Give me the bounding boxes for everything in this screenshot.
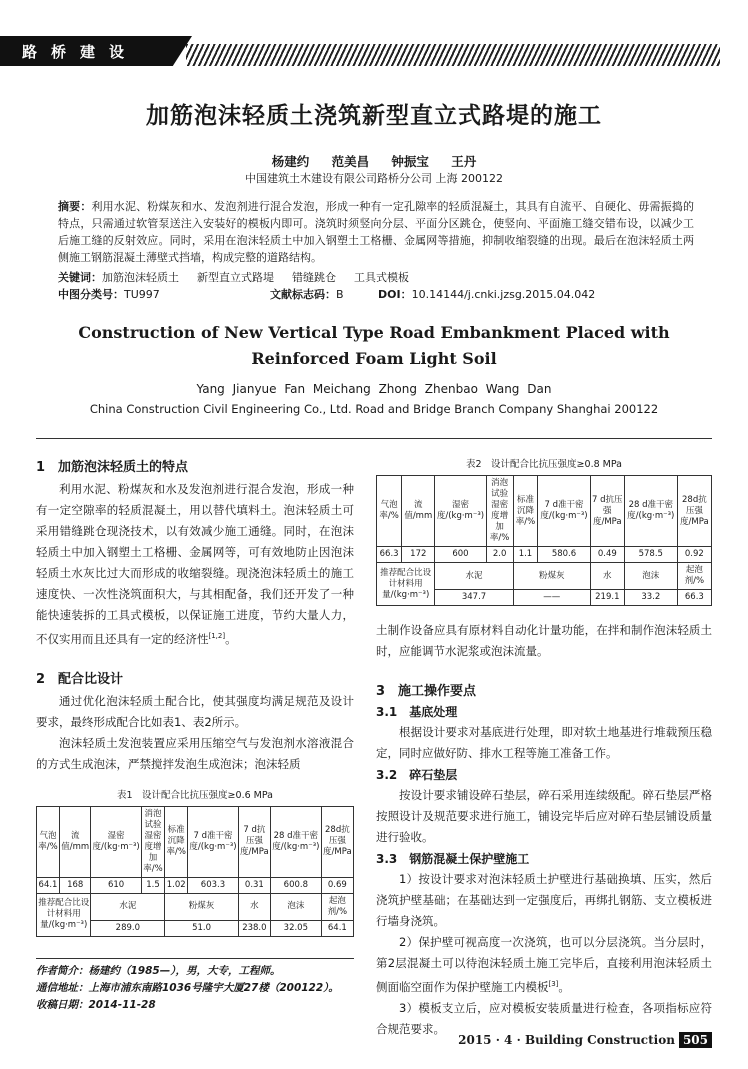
table-header-cell: 标准沉降率/%	[165, 806, 188, 877]
table-cell: 238.0	[238, 920, 270, 936]
subsection-3-3-item-3: 3）模板支立后，应对模板安装质量进行检查，各项指标应符合规范要求。	[376, 1000, 712, 1036]
table-cell: 0.31	[238, 877, 270, 893]
table-header-cell: 流值/mm	[60, 806, 91, 877]
keywords-label: 关键词：	[58, 271, 102, 284]
table-cell: 168	[60, 877, 91, 893]
section-2-text-1: 通过优化泡沫轻质土配合比，使其强度均满足规范及设计要求，最终形成配合比如表1、表2所示。	[36, 693, 354, 729]
section-3-heading: 3 施工操作要点	[376, 684, 477, 699]
table-row	[37, 877, 354, 893]
clc-label: 中图分类号：	[58, 288, 124, 301]
table-header-cell: 7 d准干密度/(kg·m⁻³)	[538, 476, 591, 547]
table-cell: 600	[435, 547, 486, 563]
table-header-row	[377, 476, 712, 547]
divider	[36, 438, 712, 439]
abstract-label: 摘要：	[58, 200, 92, 213]
table-header-cell: 泡沫	[624, 563, 677, 590]
table-cell: 1.1	[513, 547, 538, 563]
english-title	[0, 320, 748, 372]
footnote-value: 上海市浦东南路1036号隆宇大厦27楼（200122）。	[88, 982, 339, 994]
page-number: 505	[679, 1032, 712, 1048]
table-header-cell: 消泡试验湿密度增加率/%	[141, 806, 164, 877]
table-header-cell: 起泡剂/%	[677, 563, 711, 590]
authors: 杨建约 范美昌 钟振宝 王丹	[271, 154, 477, 169]
footnote-label: 收稿日期：	[36, 999, 89, 1011]
subsection-3-1-text: 根据设计要求对基底进行处理，即对软土地基进行堆载预压稳定，同时应做好防、排水工程等施工准备工作。	[376, 725, 712, 760]
table-recommend-header-row	[377, 563, 712, 590]
affiliation: 中国建筑土木建设有限公司路桥分公司 上海 200122	[245, 172, 503, 185]
english-affiliation: China Construction Civil Engineering Co., Ltd. Road and Bridge Branch Company Shanghai 200122	[89, 402, 659, 416]
doc-label: 文献标志码：	[270, 288, 336, 301]
subsection-3-2-text: 按设计要求铺设碎石垫层，碎石采用连续级配。碎石垫层严格按照设计及规范要求进行施工，铺设完毕后应对碎石垫层铺设质量进行验收。	[376, 788, 712, 844]
table-header-row	[37, 806, 354, 877]
section-label: 路桥建设	[22, 43, 139, 61]
citation: [1,2]	[208, 632, 226, 640]
table-cell: 580.6	[538, 547, 591, 563]
footnote	[36, 963, 366, 1014]
table-cell: 1.02	[165, 877, 188, 893]
journal-issue: 2015 · 4 · Building Construction	[458, 1033, 675, 1047]
table-header-cell: 标准沉降率/%	[513, 476, 538, 547]
table-cell: 32.05	[270, 920, 321, 936]
keyword: 错缝跳仓	[292, 271, 336, 284]
table-cell: 66.3	[377, 547, 402, 563]
table-header-cell: 粉煤灰	[165, 893, 239, 920]
keyword: 新型直立式路堤	[197, 271, 274, 284]
table-cell: 0.92	[677, 547, 711, 563]
doc-value: B	[336, 288, 344, 301]
table-header-cell: 气泡率/%	[377, 476, 402, 547]
left-column	[36, 456, 354, 937]
table-2	[376, 475, 712, 606]
table-header-cell: 起泡剂/%	[321, 893, 353, 920]
table-1	[36, 806, 354, 937]
paragraph: 利用水泥、粉煤灰和水及发泡剂进行混合发泡，形成一种有一定空隙率的轻质混凝土，用以替代填料土。泡沫轻质土可采用错缝跳仓现浇技术，以有效减少施工通缝。同时，在泡沫轻质土中加入钢塑土工格栅、金属网等，可有效地防止因泡沫轻质土水灰比过大而形成的收缩裂缝。现浇泡沫轻质土的施工速度快、一次性浇筑面积大，与其相配备，我们还开发了一种能快速装拆的工具式模板，以保证施工进度，节约大量人力，不仅实用而且还具有一定的经济性	[36, 482, 354, 646]
table-recommend-header-row	[37, 893, 354, 920]
table-header-cell: 消泡试验湿密度增加率/%	[486, 476, 513, 547]
footnote-value: 2014-11-28	[88, 999, 156, 1011]
abstract-text: 利用水泥、粉煤灰和水、发泡剂进行混合发泡，形成一种有一定孔隙率的轻质混凝土，其具有自流平、自硬化、毋需振捣的特点，只需通过软管泵送注入安装好的模板内即可。浇筑时须竖向分层、平面分区跳仓，使竖向、平面施工缝交错布设，以减少工后施工缝的反射效应。同时，采用在泡沫轻质土中加入钢塑土工格栅、金属网等措施，抑制收缩裂缝的出现。最后在泡沫轻质土两侧施工钢筋混凝土薄壁式挡墙，构成完整的道路结构。	[58, 200, 694, 264]
table-recommend-label: 推荐配合比设计材料用量/(kg·m⁻³)	[377, 563, 435, 606]
english-authors: Yang Jianyue Fan Meichang Zhong Zhenbao Wang Dan	[196, 382, 552, 396]
doi-value: 10.14144/j.cnki.jzsg.2015.04.042	[411, 288, 596, 301]
abstract	[58, 198, 694, 266]
table-cell: ——	[513, 590, 590, 606]
table-cell: 610	[91, 877, 141, 893]
table-cell: 0.69	[321, 877, 353, 893]
english-title-line: Construction of New Vertical Type Road Embankment Placed with	[78, 323, 670, 342]
keyword: 工具式模板	[354, 271, 409, 284]
table-cell: 2.0	[486, 547, 513, 563]
table-header-cell: 泡沫	[270, 893, 321, 920]
table-cell: 172	[402, 547, 435, 563]
table-header-cell: 湿密度/(kg·m⁻³)	[91, 806, 141, 877]
footnote-value: 杨建约（1985—），男，大专，工程师。	[88, 965, 281, 977]
table-cell: 0.49	[590, 547, 624, 563]
table-cell: 1.5	[141, 877, 164, 893]
table-header-cell: 7 d准干密度/(kg·m⁻³)	[188, 806, 239, 877]
table-header-cell: 7 d抗压强度/MPa	[590, 476, 624, 547]
table-header-cell: 28d抗压强度/MPa	[321, 806, 353, 877]
subsection-3-1-heading: 3.1 基底处理	[376, 705, 458, 719]
table-header-cell: 28 d准干密度/(kg·m⁻³)	[270, 806, 321, 877]
header-hatch-decoration	[186, 44, 720, 66]
table-cell: 347.7	[435, 590, 513, 606]
table-cell: 219.1	[590, 590, 624, 606]
footnote-address	[36, 980, 366, 997]
section-2-text-2: 泡沫轻质土发泡装置应采用压缩空气与发泡剂水溶液混合的方式生成泡沫，严禁搅拌发泡生成泡沫；泡沫轻质	[36, 735, 354, 771]
table-header-cell: 28 d准干密度/(kg·m⁻³)	[624, 476, 677, 547]
clc-value: TU997	[124, 288, 160, 301]
table-cell: 64.1	[37, 877, 60, 893]
footnote-label: 作者简介：	[36, 965, 89, 977]
page-footer	[458, 1032, 712, 1048]
table-header-cell: 流值/mm	[402, 476, 435, 547]
subsection-3-2-heading: 3.2 碎石垫层	[376, 768, 458, 782]
table-cell: 51.0	[165, 920, 239, 936]
doi-label: DOI：	[378, 288, 412, 301]
table-header-cell: 水	[590, 563, 624, 590]
section-1-text	[36, 479, 354, 650]
right-column	[376, 456, 712, 1040]
table-1-caption: 表1 设计配合比抗压强度≥0.6 MPa	[117, 789, 273, 801]
subsection-3-3-item-1: 1）按设计要求对泡沫轻质土护壁进行基础换填、压实，然后浇筑护壁基础；在基础达到一定强度后，再绑扎钢筋、支立模板进行墙身浇筑。	[376, 872, 712, 928]
footnote-date	[36, 997, 366, 1014]
section-2-continuation: 土制作设备应具有原材料自动化计量功能，在拌和制作泡沫轻质土时，应能调节水泥浆或泡沫流量。	[376, 623, 712, 658]
subsection-3-3-item-2	[376, 932, 712, 998]
paragraph: 2）保护壁可视高度一次浇筑，也可以分层浇筑。当分层时，第2层混凝土可以待泡沫轻质土施工完毕后，直接利用泡沫轻质土侧面临空面作为保护壁施工内模板	[376, 935, 712, 994]
table-cell: 603.3	[188, 877, 239, 893]
section-header	[0, 36, 748, 66]
table-header-cell: 水泥	[91, 893, 165, 920]
classification-line	[58, 286, 694, 302]
article-title: 加筋泡沫轻质土浇筑新型直立式路堤的施工	[146, 102, 602, 129]
keyword: 加筋泡沫轻质土	[102, 271, 179, 284]
citation: [3]	[548, 980, 559, 988]
table-cell: 289.0	[91, 920, 165, 936]
table-cell: 600.8	[270, 877, 321, 893]
table-header-cell: 气泡率/%	[37, 806, 60, 877]
footnote-author	[36, 963, 366, 980]
section-1-heading: 1 加筋泡沫轻质土的特点	[36, 460, 189, 475]
table-recommend-label: 推荐配合比设计材料用量/(kg·m⁻³)	[37, 893, 91, 936]
footnote-divider	[36, 958, 354, 959]
english-title-line: Reinforced Foam Light Soil	[251, 349, 497, 368]
table-cell: 66.3	[677, 590, 711, 606]
keywords	[58, 269, 694, 285]
table-header-cell: 湿密度/(kg·m⁻³)	[435, 476, 486, 547]
punctuation: 。	[225, 631, 237, 646]
table-header-cell: 7 d抗压强度/MPa	[238, 806, 270, 877]
section-2-heading: 2 配合比设计	[36, 671, 124, 687]
table-header-cell: 水	[238, 893, 270, 920]
punctuation: 。	[558, 979, 570, 994]
footnote-label: 通信地址：	[36, 982, 89, 994]
table-row	[377, 547, 712, 563]
table-cell: 33.2	[624, 590, 677, 606]
table-cell: 64.1	[321, 920, 353, 936]
table-header-cell: 28d抗压强度/MPa	[677, 476, 711, 547]
table-header-cell: 粉煤灰	[513, 563, 590, 590]
table-header-cell: 水泥	[435, 563, 513, 590]
table-cell: 578.5	[624, 547, 677, 563]
subsection-3-3-heading: 3.3 钢筋混凝土保护壁施工	[376, 852, 530, 866]
table-2-caption: 表2 设计配合比抗压强度≥0.8 MPa	[466, 459, 622, 470]
